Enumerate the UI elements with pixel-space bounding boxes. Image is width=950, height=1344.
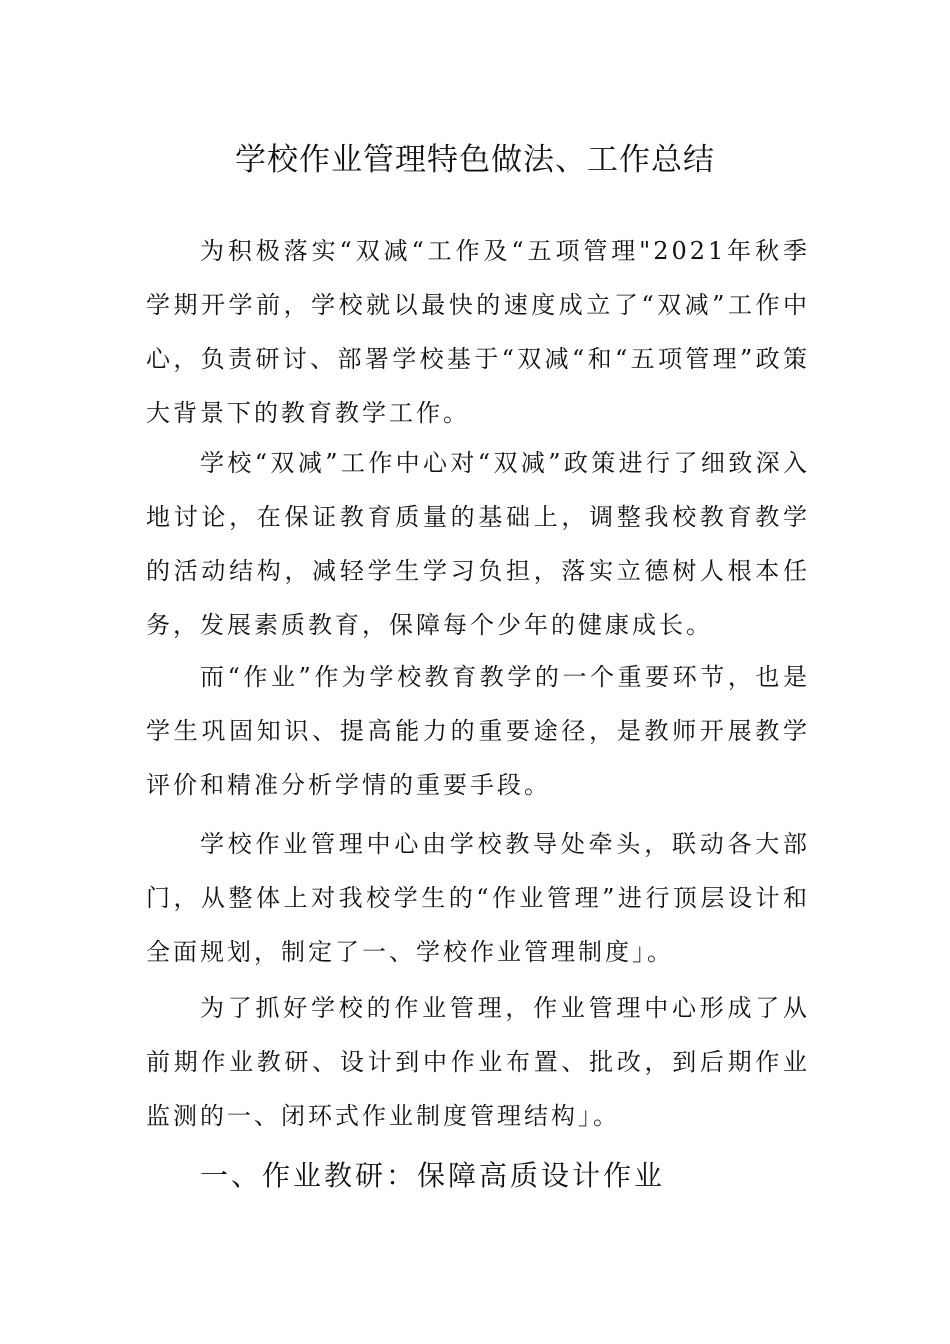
paragraph-1: 为积极落实“双减“工作及“五项管理"2021年秋季学期开学前，学校就以最快的速度成立了“双减”工作中心，负责研讨、部署学校基于“双减“和“五项管理”政策大背景下的教育教学工作。 (146, 237, 810, 427)
paragraph-5: 为了抓好学校的作业管理，作业管理中心形成了从前期作业教研、设计到中作业布置、批改，到后期作业监测的一、闭环式作业制度管理结构」。 (146, 994, 810, 1130)
paragraph-2: 学校“双减”工作中心对“双减”政策进行了细致深入地讨论，在保证教育质量的基础上，调整我校教育教学的活动结构，减轻学生学习负担，落实立德树人根本任务，发展素质教育，保障每个少年的健康成长。 (146, 449, 810, 639)
section-heading: 一、作业教研：保障高质设计作业 (200, 1159, 666, 1192)
paragraph-4: 学校作业管理中心由学校教导处牵头，联动各大部门，从整体上对我校学生的“作业管理”进行顶层设计和全面规划，制定了一、学校作业管理制度」。 (146, 830, 810, 966)
paragraph-3: 而“作业”作为学校教育教学的一个重要环节，也是学生巩固知识、提高能力的重要途径，是教师开展教学评价和精准分析学情的重要手段。 (146, 663, 810, 799)
document-title: 学校作业管理特色做法、工作总结 (235, 142, 715, 178)
